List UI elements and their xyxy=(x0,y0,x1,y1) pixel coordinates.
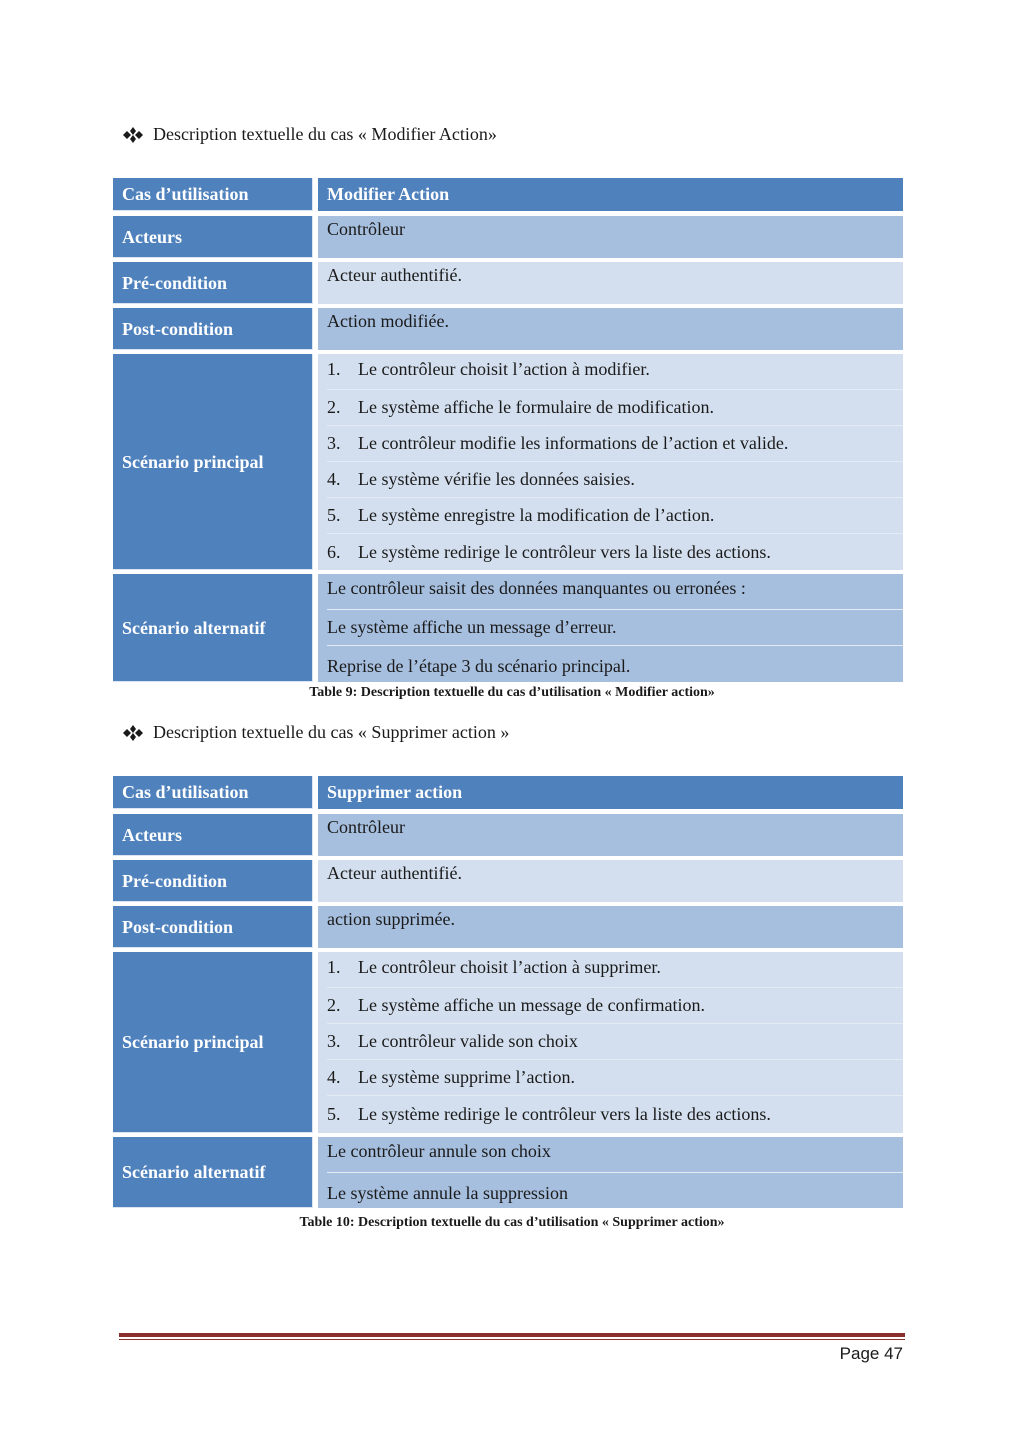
list-item: 4. Le système vérifie les données saisies. xyxy=(327,462,903,498)
list-item: 6. Le système redirige le contrôleur vers la liste des actions. xyxy=(327,542,771,562)
list-item: 2. Le système affiche un message de confirmation. xyxy=(327,988,903,1024)
post-condition-value: action supprimée. xyxy=(318,906,903,952)
acteurs-value: Contrôleur xyxy=(318,814,903,860)
scenario-alternatif-label: Scénario alternatif xyxy=(113,574,318,682)
page-number: Page 47 xyxy=(839,1344,903,1363)
table-caption: Table 10: Description textuelle du cas d’utilisation « Supprimer action» xyxy=(299,1215,725,1230)
table-row xyxy=(113,574,903,682)
list-item: 2. Le système affiche le formulaire de modification. xyxy=(327,390,903,426)
scenario-alternatif-label: Scénario alternatif xyxy=(113,1137,318,1208)
acteurs-value: Contrôleur xyxy=(318,216,903,262)
list-item: Le contrôleur annule son choix xyxy=(327,1137,903,1173)
section-heading-text: Description textuelle du cas « Modifier Action» xyxy=(153,124,497,144)
table-caption: Table 9: Description textuelle du cas d’utilisation « Modifier action» xyxy=(309,685,715,700)
list-item: 5. Le système redirige le contrôleur vers la liste des actions. xyxy=(327,1104,771,1124)
scenario-principal-label: Scénario principal xyxy=(113,354,318,574)
diamond-bullet-icon xyxy=(122,724,144,742)
section-heading-supprimer xyxy=(122,722,509,743)
footer-rule-thin xyxy=(119,1339,905,1340)
header-label: Cas d’utilisation xyxy=(113,776,318,814)
scenario-principal-steps xyxy=(318,952,903,1137)
use-case-table-modifier xyxy=(113,178,903,682)
header-value: Modifier Action xyxy=(318,178,903,216)
section-heading-modifier xyxy=(122,124,497,145)
list-item: Le système affiche un message d’erreur. xyxy=(327,610,903,646)
pre-condition-value: Acteur authentifié. xyxy=(318,860,903,906)
list-item: 1. Le contrôleur choisit l’action à supprimer. xyxy=(327,952,903,988)
header-label: Cas d’utilisation xyxy=(113,178,318,216)
table-row xyxy=(113,860,903,906)
acteurs-label: Acteurs xyxy=(113,216,318,262)
table-row xyxy=(113,1137,903,1208)
list-item: Le contrôleur saisit des données manquantes ou erronées : xyxy=(327,574,903,610)
scenario-alternatif-lines xyxy=(318,574,903,682)
table-row xyxy=(113,952,903,1137)
diamond-bullet-icon xyxy=(122,126,144,144)
list-item: 4. Le système supprime l’action. xyxy=(327,1060,903,1096)
pre-condition-label: Pré-condition xyxy=(113,860,318,906)
list-item: Reprise de l’étape 3 du scénario principal. xyxy=(327,656,631,676)
list-item: 3. Le contrôleur valide son choix xyxy=(327,1024,903,1060)
table-row xyxy=(113,776,903,814)
post-condition-label: Post-condition xyxy=(113,906,318,952)
post-condition-label: Post-condition xyxy=(113,308,318,354)
table-row xyxy=(113,178,903,216)
use-case-table-supprimer xyxy=(113,776,903,1208)
post-condition-value: Action modifiée. xyxy=(318,308,903,354)
footer-rule xyxy=(119,1333,905,1337)
pre-condition-label: Pré-condition xyxy=(113,262,318,308)
table-row xyxy=(113,354,903,574)
scenario-principal-steps xyxy=(318,354,903,574)
scenario-alternatif-lines xyxy=(318,1137,903,1208)
table-row xyxy=(113,308,903,354)
table-row xyxy=(113,814,903,860)
list-item: 5. Le système enregistre la modification de l’action. xyxy=(327,498,903,534)
table-row xyxy=(113,216,903,262)
list-item: Le système annule la suppression xyxy=(327,1183,568,1203)
section-heading-text: Description textuelle du cas « Supprimer action » xyxy=(153,722,510,742)
table-row xyxy=(113,262,903,308)
list-item: 1. Le contrôleur choisit l’action à modifier. xyxy=(327,354,903,390)
header-value: Supprimer action xyxy=(318,776,903,814)
table-row xyxy=(113,906,903,952)
list-item: 3. Le contrôleur modifie les informations de l’action et valide. xyxy=(327,426,903,462)
acteurs-label: Acteurs xyxy=(113,814,318,860)
scenario-principal-label: Scénario principal xyxy=(113,952,318,1137)
pre-condition-value: Acteur authentifié. xyxy=(318,262,903,308)
